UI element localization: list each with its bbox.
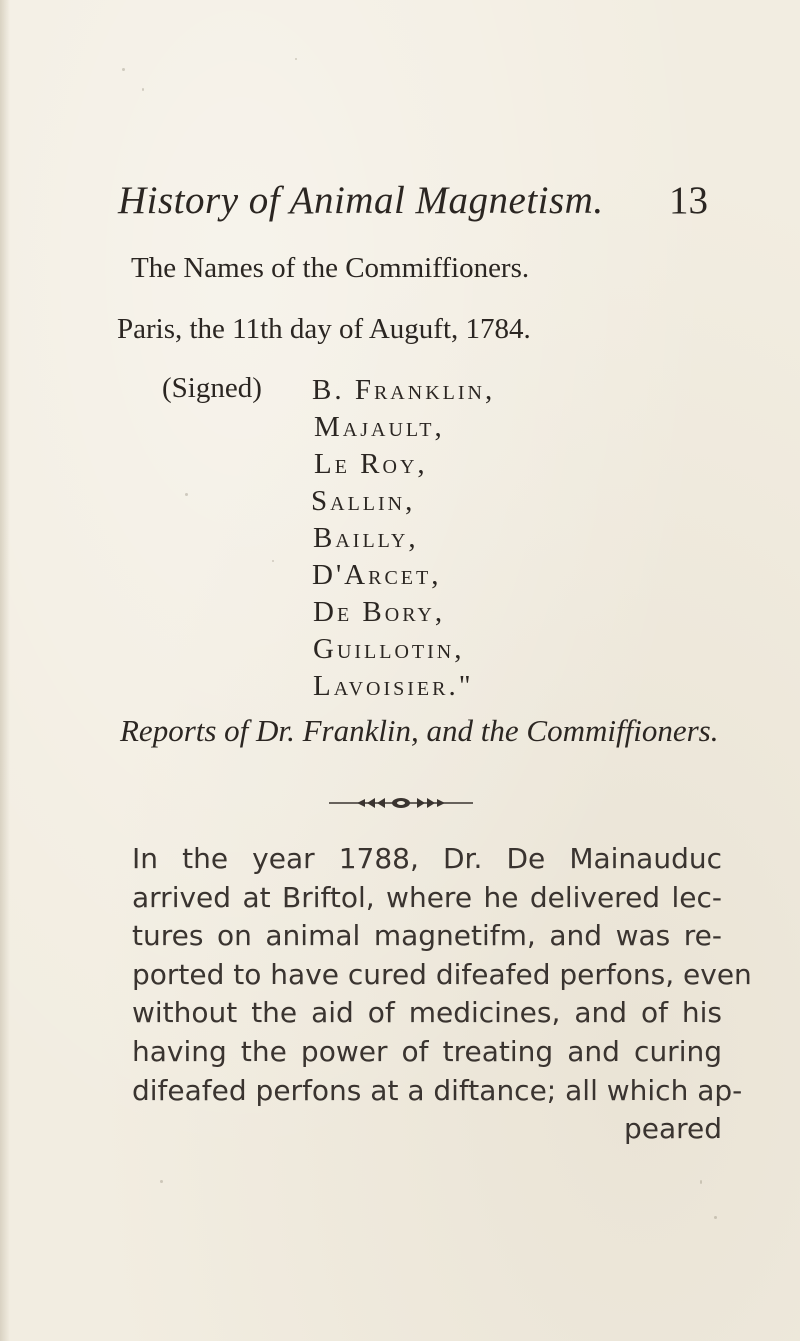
signatory-name: Majault,: [314, 411, 445, 443]
paper-speck: [142, 88, 144, 91]
signatory-name: B. Franklin,: [312, 374, 496, 406]
body-line: without the aid of medicines, and of his: [132, 996, 722, 1030]
body-line: having the power of treating and curing: [132, 1034, 722, 1068]
section-title: Reports of Dr. Franklin, and the Commiffioners.: [120, 713, 719, 748]
body-line: In the year 1788, Dr. De Mainauduc: [132, 842, 722, 875]
paper-speck: [160, 1180, 163, 1183]
page-number: 13: [669, 179, 708, 222]
signatory-name: Sallin,: [311, 485, 416, 517]
running-head: [118, 178, 708, 238]
signed-label: (Signed): [162, 372, 262, 404]
signatory-name: Guillotin,: [313, 633, 465, 665]
paper-speck: [700, 1180, 702, 1184]
paper-speck: [185, 493, 188, 496]
signatory-name: Bailly,: [313, 522, 419, 554]
page-gutter-shadow: [0, 0, 10, 1341]
paper-speck: [122, 68, 125, 71]
ornamental-rule-icon: [327, 796, 475, 810]
paper-speck: [295, 58, 297, 60]
catchword: peared: [623, 1112, 722, 1146]
running-title: History of Animal Magnetism.: [118, 179, 604, 222]
commissioners-heading: The Names of the Commiffioners.: [131, 252, 530, 284]
signatory-name: Lavoisier.": [313, 670, 474, 702]
paper-speck: [714, 1216, 717, 1219]
signatory-name: De Bory,: [313, 596, 446, 628]
paper-speck: [272, 560, 274, 562]
body-paragraph: [132, 840, 752, 1149]
date-line: Paris, the 11th day of Auguft, 1784.: [117, 313, 531, 345]
body-line: arrived at Briftol, where he delivered lec-: [132, 880, 722, 914]
body-line: difeafed perfons at a diftance; all which ap-: [132, 1073, 743, 1107]
body-line: tures on animal magnetifm, and was re-: [132, 919, 722, 953]
signatory-list: [312, 372, 495, 705]
signatory-name: D'Arcet,: [312, 559, 442, 591]
body-line: ported to have cured difeafed perfons, even: [132, 957, 752, 991]
signatory-name: Le Roy,: [314, 448, 428, 480]
